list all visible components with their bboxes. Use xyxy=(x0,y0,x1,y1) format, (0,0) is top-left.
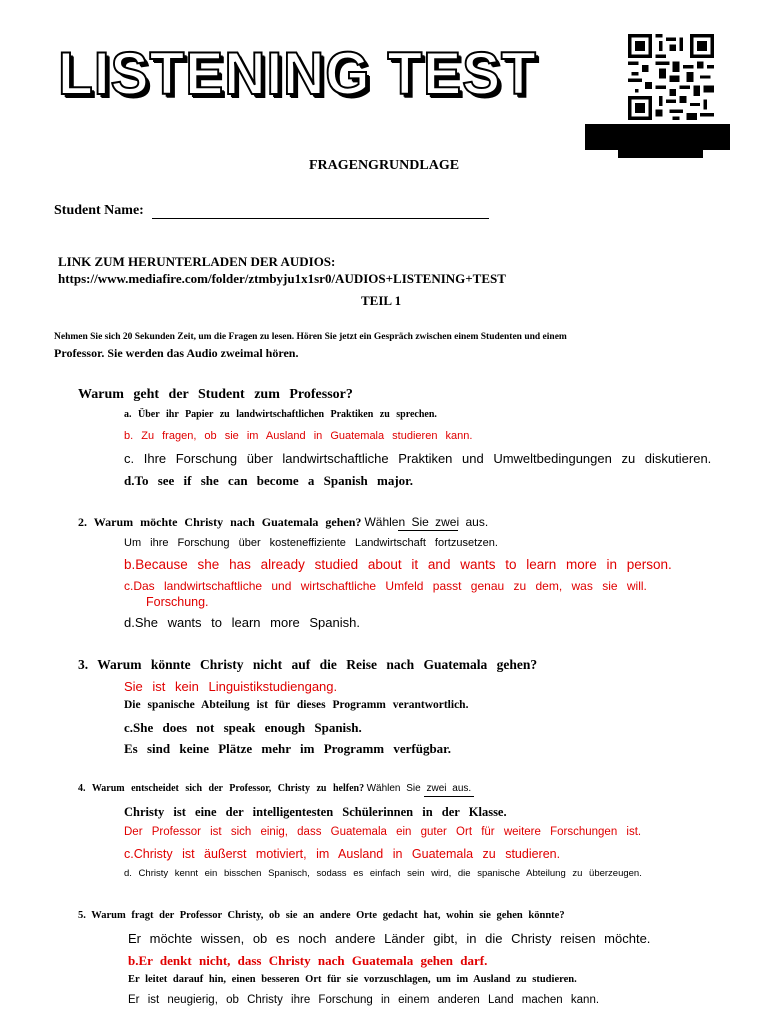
q1-option-c: c. Ihre Forschung über landwirtschaftliche Praktiken und Umweltbedingungen zu diskutieren. xyxy=(124,451,712,466)
q5-option-a: Er möchte wissen, ob es noch andere Länder gibt, in die Christy reisen möchte. xyxy=(128,931,651,946)
instructions-line-1: Nehmen Sie sich 20 Sekunden Zeit, um die Fragen zu lesen. Hören Sie jetzt ein Gespräch zwischen einem Studenten und einem xyxy=(54,332,567,342)
q3-option-c: c.She does not speak enough Spanish. xyxy=(124,720,362,735)
q4-option-c: c.Christy ist äußerst motiviert, im Ausland in Guatemala zu studieren. xyxy=(124,847,561,861)
question-2-choose: Wählen Sie zwei aus. xyxy=(364,515,489,529)
q5-option-c: Er leitet darauf hin, einen besseren Ort für sie vorzuschlagen, um im Ausland zu studieren. xyxy=(128,974,577,985)
q1-option-a: a. Über ihr Papier zu landwirtschaftlichen Praktiken zu sprechen. xyxy=(124,409,437,420)
underline xyxy=(398,530,458,531)
instructions-line-2: Professor. Sie werden das Audio zweimal hören. xyxy=(54,346,299,360)
page-title: LISTENING TEST xyxy=(58,40,537,107)
q3-option-a: Sie ist kein Linguistikstudiengang. xyxy=(124,679,338,694)
underline xyxy=(424,796,474,797)
q1-option-d: d.To see if she can become a Spanish major. xyxy=(124,473,414,488)
q5-option-d: Er ist neugierig, ob Christy ihre Forschung in einem anderen Land machen kann. xyxy=(128,994,600,1006)
question-5: 5. Warum fragt der Professor Christy, ob sie an andere Orte gedacht hat, wohin sie gehen könnte? xyxy=(78,910,565,921)
q3-option-d: Es sind keine Plätze mehr im Programm verfügbar. xyxy=(124,741,452,756)
question-4 xyxy=(78,783,471,794)
q2-option-b: b.Because she has already studied about it and wants to learn more in person. xyxy=(124,557,672,572)
audio-link[interactable]: https://www.mediafire.com/folder/ztmbyju1x1sr0/AUDIOS+LISTENING+TEST xyxy=(58,271,506,286)
qr-code-icon xyxy=(628,34,714,120)
q2-option-c: c.Das landwirtschaftliche und wirtschaftliche Umfeld passt genau zu dem, was sie will. xyxy=(124,579,647,593)
student-name-field[interactable] xyxy=(152,218,489,219)
q3-option-b: Die spanische Abteilung ist für dieses Programm verantwortlich. xyxy=(124,699,469,711)
q4-option-a: Christy ist eine der intelligentesten Schülerinnen in der Klasse. xyxy=(124,805,507,819)
document-subtitle: FRAGENGRUNDLAGE xyxy=(308,158,460,173)
student-name-label: Student Name: xyxy=(54,203,144,218)
q1-option-b: b. Zu fragen, ob sie im Ausland in Guatemala studieren kann. xyxy=(124,430,473,442)
question-2 xyxy=(78,515,488,530)
q2-option-d: d.She wants to learn more Spanish. xyxy=(124,615,360,630)
question-1: Warum geht der Student zum Professor? xyxy=(78,387,353,402)
q2-option-a: Um ihre Forschung über kosteneffiziente Landwirtschaft fortzusetzen. xyxy=(124,537,498,549)
question-2-text: 2. Warum möchte Christy nach Guatemala gehen? xyxy=(78,515,362,529)
section-heading: TEIL 1 xyxy=(361,293,402,308)
question-4-text: 4. Warum entscheidet sich der Professor, Christy zu helfen? xyxy=(78,783,365,794)
q4-option-d: d. Christy kennt ein bisschen Spanisch, sodass es einfach sein wird, die spanische Abteilung zu überzeugen. xyxy=(124,868,642,879)
redaction-bar xyxy=(585,124,730,150)
question-3: 3. Warum könnte Christy nicht auf die Reise nach Guatemala gehen? xyxy=(78,657,538,672)
q2-option-c-continued: Forschung. xyxy=(146,595,209,609)
q5-option-b: b.Er denkt nicht, dass Christy nach Guatemala gehen darf. xyxy=(128,953,488,968)
link-label: LINK ZUM HERUNTERLADEN DER AUDIOS: xyxy=(58,254,336,269)
q4-option-b: Der Professor ist sich einig, dass Guatemala ein guter Ort für weitere Forschungen ist. xyxy=(124,826,642,838)
redaction-bar xyxy=(618,148,703,158)
question-4-choose: Wählen Sie zwei aus. xyxy=(366,783,472,794)
